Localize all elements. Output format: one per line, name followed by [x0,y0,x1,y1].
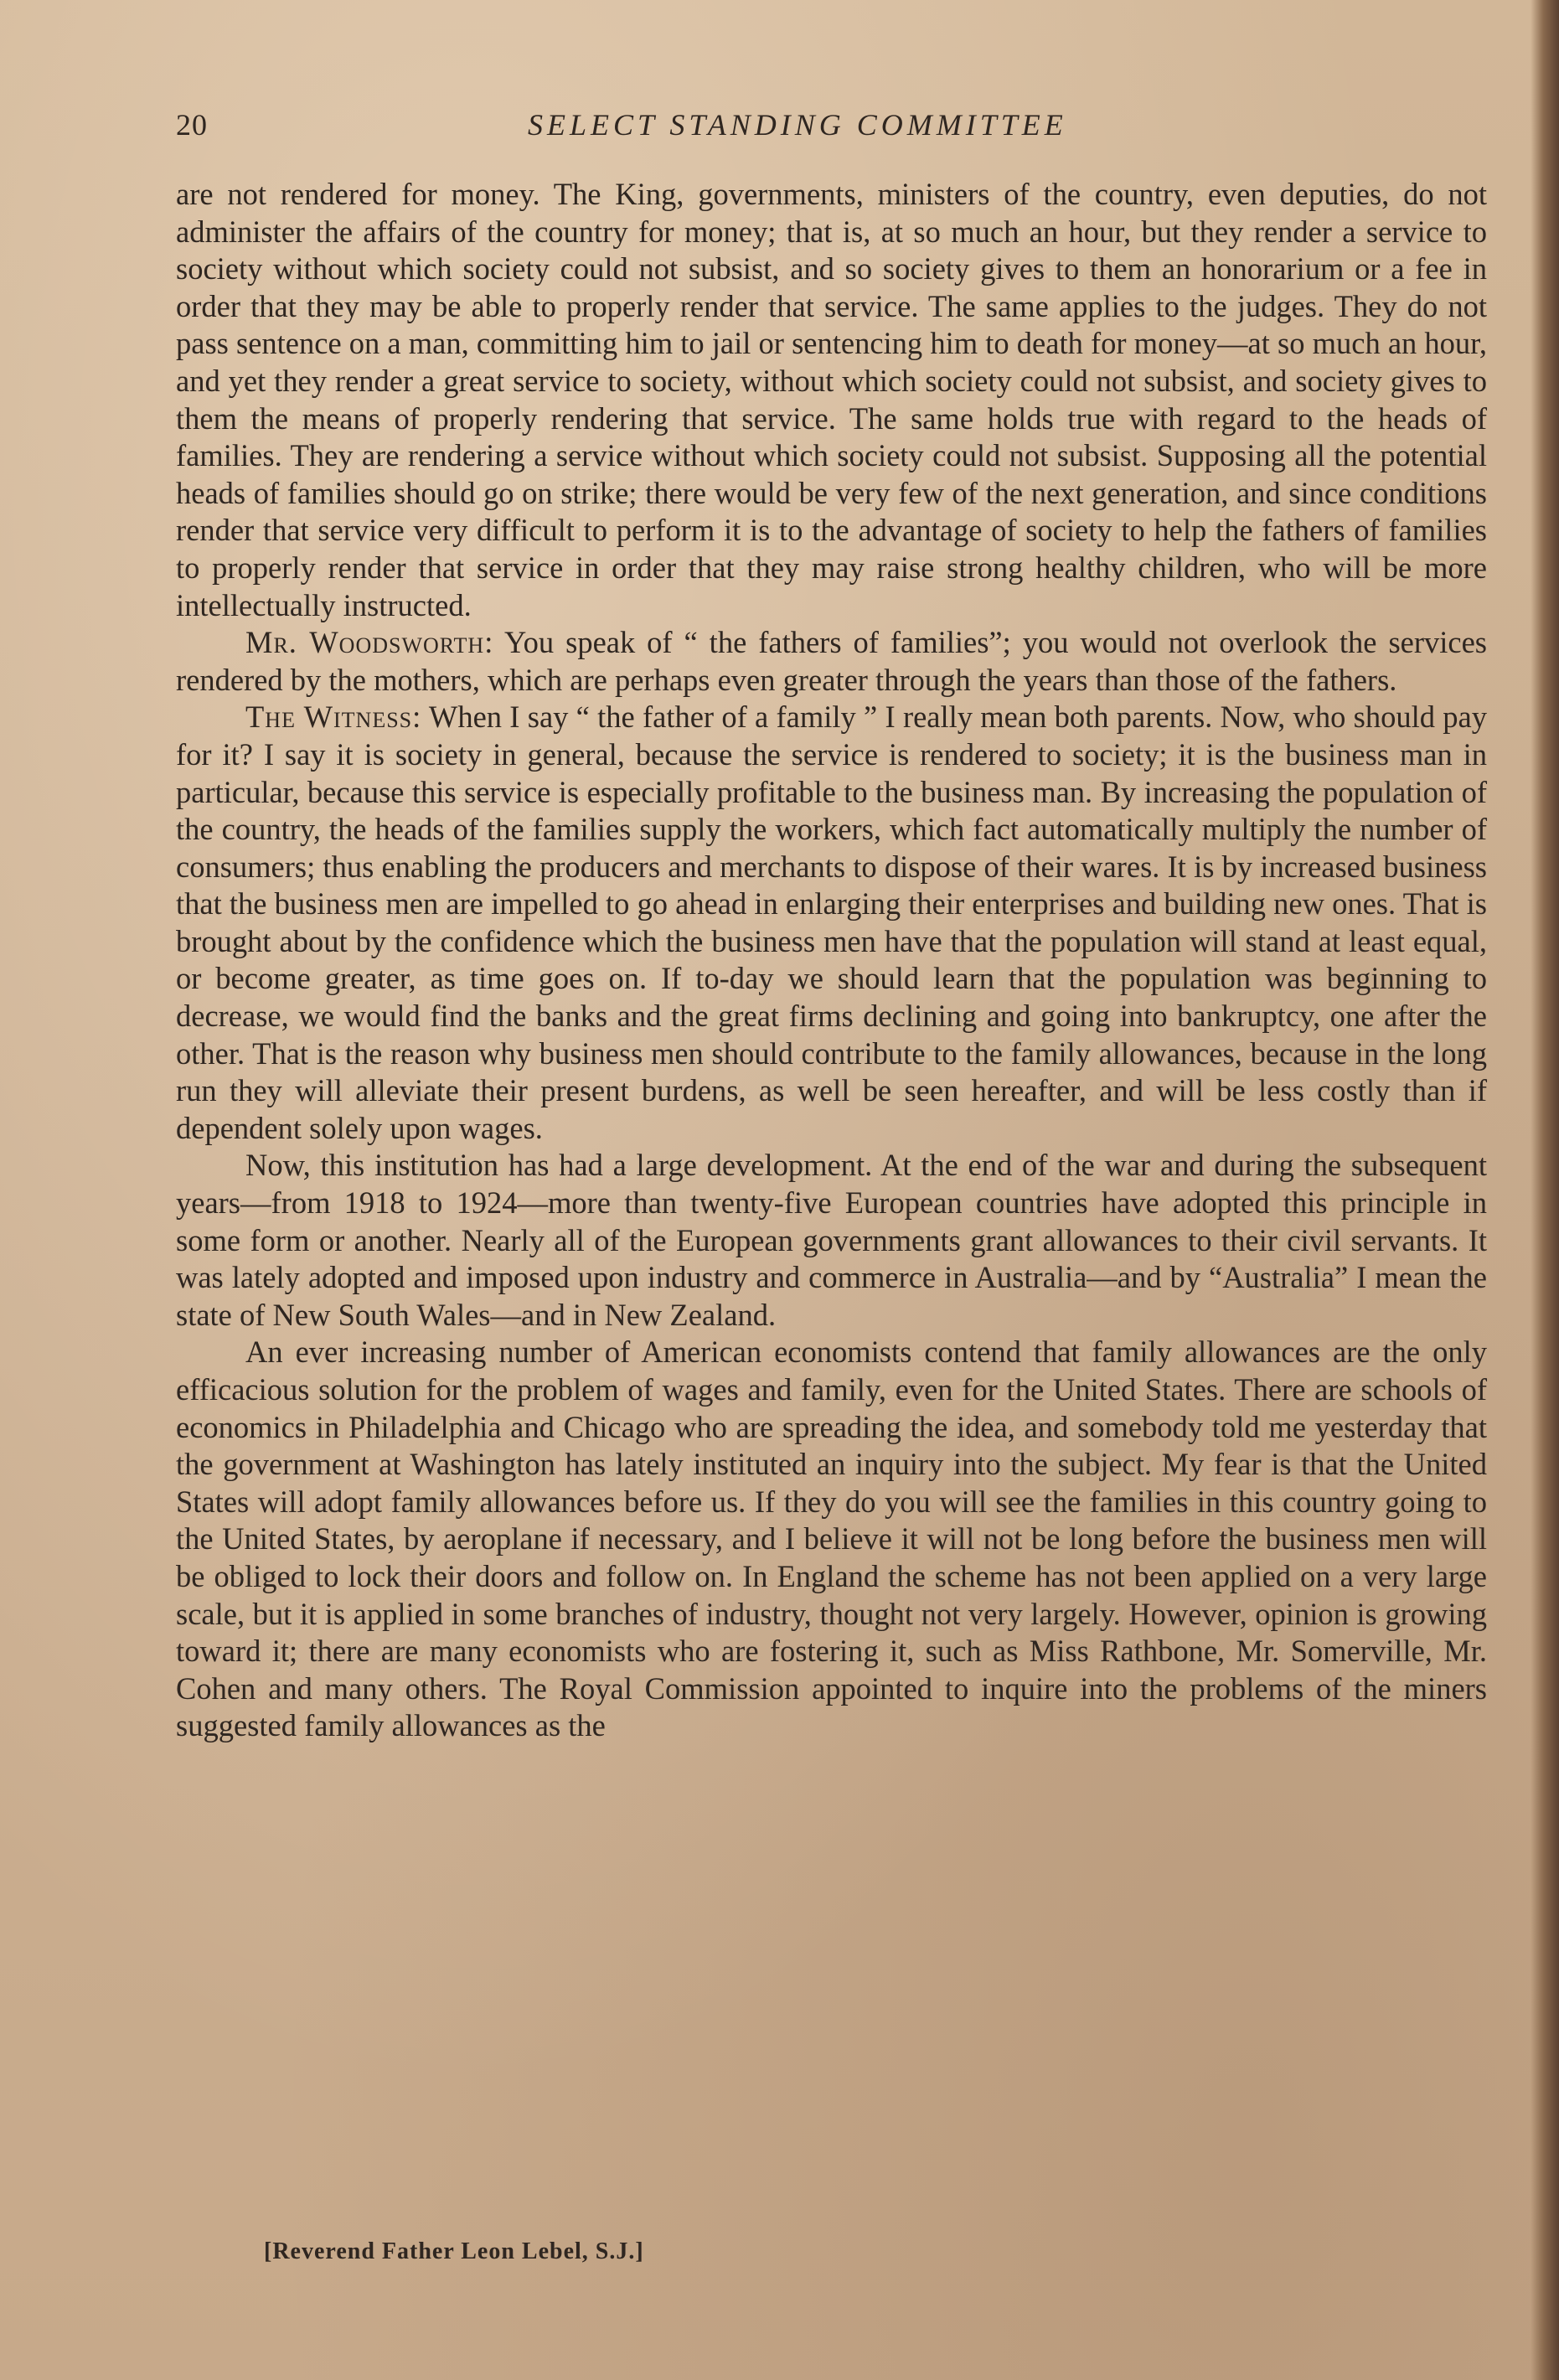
page-header [176,107,1483,157]
paragraph-1 [176,176,1487,624]
speaker-label: Mr. Woodsworth: [245,625,494,660]
running-head: SELECT STANDING COMMITTEE [528,108,1067,142]
paragraph-3-text: When I say “ the father of a family ” I really mean both parents. Now, who should pay for it? I say it is society in general, because the service is rendered to society; it is the business man in particular, because this service is especially profitable to the business man. By increasing the population of the country, the heads of the families supply the workers, which fact automatically multiply the number of consumers; thus enabling the producers and merchants to dispose of their wares. It is by increased business that the business men are impelled to go ahead in enlarging their enterprises and building new ones. That is brought about by the confidence which the business men have that the population will stand at least equal, or become greater, as time goes on. If to-day we should learn that the population was beginning to decrease, we would find the banks and the great firms declining and going into bankruptcy, one after the other. That is the reason why business men should contribute to the family allowances, because in the long run they will alleviate their present burdens, as well be seen hereafter, and will be less costly than if dependent solely upon wages. [176,700,1487,1145]
page-number: 20 [176,108,208,142]
paragraph-5-text: An ever increasing number of American economists contend that family allowances are the only efficacious solution for the problem of wages and family, even for the United States. There are schools of economics in Philadelphia and Chicago who are spreading the idea, and somebody told me yesterday that the government at Washington has lately instituted an inquiry into the subject. My fear is that the United States will adopt family allowances before us. If they do you will see the families in this country going to the United States, by aeroplane if necessary, and I believe it will not be long before the business men will be obliged to lock their doors and follow on. In England the scheme has not been applied on a very large scale, but it is applied in some branches of industry, thought not very largely. However, opinion is growing toward it; there are many economists who are fostering it, such as Miss Rathbone, Mr. Somerville, Mr. Cohen and many others. The Royal Commission appointed to inquire into the problems of the miners suggested family allowances as the [176,1335,1487,1743]
paragraph-4 [176,1147,1487,1334]
paragraph-5 [176,1334,1487,1745]
paragraph-2-text: You speak of “ the fathers of families”; you would not overlook the services rendered by the mothers, which are perhaps even greater through the years than those of the fathers. [176,625,1488,697]
witness-footnote: [Reverend Father Leon Lebel, S.J.] [264,2238,644,2264]
paragraph-4-text: Now, this institution has had a large development. At the end of the war and during the subsequent years—from 1918 to 1924—more than twenty-five European countries have adopted this principle in some form or another. Nearly all of the European governments grant allowances to their civil servants. It was lately adopted and imposed upon industry and commerce in Australia—and by “Australia” I mean the state of New South Wales—and in New Zealand. [176,1148,1487,1332]
paragraph-3 [176,699,1487,1147]
paragraph-1-text: are not rendered for money. The King, governments, ministers of the country, even deputies, do not administer the affairs of the country for money; that is, at so much an hour, but they render a service to society without which society could not subsist, and so society gives to them an honorarium or a fee in order that they may be able to properly render that service. The same applies to the judges. They do not pass sentence on a man, committing him to jail or sentencing him to death for money—at so much an hour, and yet they render a great service to society, without which society could not subsist, and society gives to them the means of properly rendering that service. The same holds true with regard to the heads of families. They are rendering a service without which society could not subsist. Supposing all the potential heads of families should go on strike; there would be very few of the next generation, and since conditions render that service very difficult to perform it is to the advantage of society to help the fathers of families to properly render that service in order that they may raise strong healthy children, who will be more intellectually instructed. [176,177,1487,622]
speaker-label: The Witness: [245,700,422,735]
page-binding-edge [1531,0,1559,2380]
paragraph-2 [176,624,1487,699]
body-text [176,176,1487,1745]
